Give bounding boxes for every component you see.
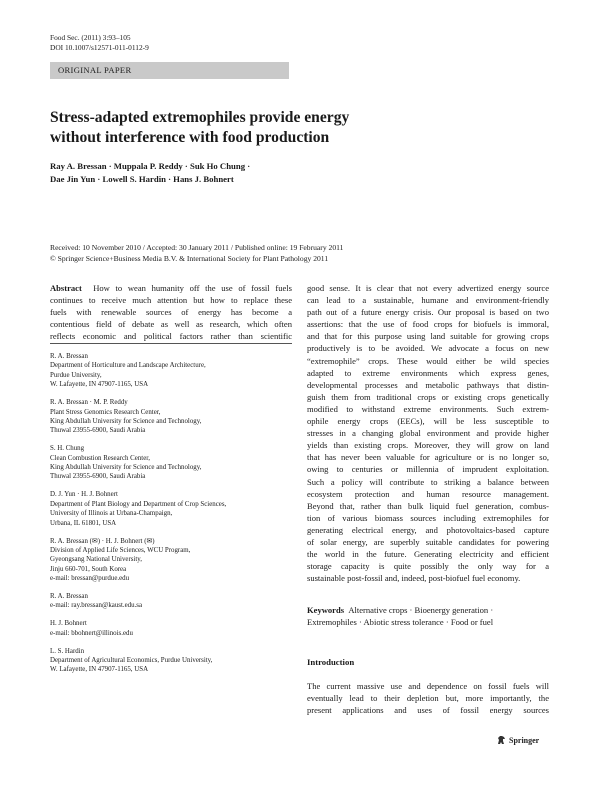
- abstract-line: stresses in a changing global environment and provide higher: [307, 428, 549, 439]
- abstract-line: modified to withstand extreme environments. Such extrem-: [307, 403, 549, 414]
- affiliation-block: R. A. Bressan Department of Horticulture and Landscape Architecture, Purdue University, W. Lafayette, IN 47907-1165, USA: [50, 353, 206, 389]
- affiliation-block: D. J. Yun · H. J. Bohnert Department of Plant Biology and Department of Crop Sciences, University of Illinois at Urbana-Champaign, Urbana, IL 61801, USA: [50, 491, 227, 527]
- section-heading-introduction: Introduction: [307, 657, 355, 667]
- keywords: [307, 604, 549, 628]
- abstract-line: continues to receive much attention but how to replace these: [50, 295, 292, 306]
- affiliation-divider: [50, 343, 292, 344]
- abstract-line: reflects economic and political factors rather than scientific: [50, 331, 292, 342]
- abstract-line: that has never been valuable for agriculture or is no longer so,: [307, 452, 549, 463]
- affiliations: [50, 352, 292, 683]
- affiliation-block: H. J. Bohnert e-mail: bbohnert@illinois.edu: [50, 619, 292, 638]
- abstract-line: fuels with renewable sources of energy has become a: [50, 307, 292, 318]
- abstract-line: and that for this purpose using land suitable for growing crops: [307, 331, 549, 342]
- abstract-label: Abstract: [50, 283, 82, 293]
- abstract-line: tion of various biomass sources including extremophiles for: [307, 512, 549, 523]
- copyright-notice: © Springer Science+Business Media B.V. & International Society for Plant Pathology 2011: [50, 254, 329, 263]
- abstract-line: developmental processes and metabolic pathways that distin-: [307, 379, 549, 390]
- abstract: [50, 282, 292, 342]
- author-line: Dae Jin Yun · Lowell S. Hardin · Hans J. Bohnert: [50, 174, 234, 184]
- abstract-line: adapted to extreme environments which express genes,: [307, 367, 549, 378]
- abstract-line: generating electrical energy, and photovoltaics-based capture: [307, 524, 549, 535]
- abstract-line: ecosystem protection and human resource management.: [307, 488, 549, 499]
- abstract-line: good sense. It is clear that not every advertized energy source: [307, 283, 549, 293]
- title-line: without interference with food production: [50, 129, 330, 146]
- springer-horse-icon: [497, 735, 506, 745]
- abstract-line: owing to centuries or millennia of imprudent exploitation.: [307, 464, 549, 475]
- received-accepted-dates: Received: 10 November 2010 / Accepted: 30 January 2011 / Published online: 19 February 2011: [50, 243, 344, 252]
- abstract-line: path out of a future energy crisis. Our proposal is based on two: [307, 307, 549, 318]
- email-link[interactable]: e-mail: bbohnert@illinois.edu: [50, 629, 133, 637]
- keywords-line: Extremophiles · Abiotic stress tolerance · Food or fuel: [307, 617, 494, 628]
- journal-citation: Food Sec. (2011) 3:93–105: [50, 33, 131, 42]
- abstract-line: assertions: that the use of food crops for biofuels is immoral,: [307, 319, 549, 330]
- abstract-line: yields than existing crops. Moreover, they will grow on land: [307, 440, 549, 451]
- journal-doi: DOI 10.1007/s12571-011-0112-9: [50, 43, 149, 52]
- abstract-line: Beyond that, rather than bulk liquid fuel generation, combus-: [307, 500, 549, 511]
- publisher-name: Springer: [509, 735, 540, 745]
- abstract-line: storage capacity is quite possibly the only way for a: [307, 561, 549, 572]
- abstract-continued: [307, 282, 549, 584]
- affiliation-block: L. S. Hardin Department of Agricultural Economics, Purdue University, W. Lafayette, IN 47907-1165, USA: [50, 647, 213, 674]
- intro-line: The current massive use and dependence on fossil fuels will: [307, 681, 549, 691]
- title-line: Stress-adapted extremophiles provide energy: [50, 109, 350, 126]
- abstract-line: ophile energy crops (EECs), will be less susceptible to: [307, 416, 549, 427]
- abstract-line: the world in the future. Generating electricity and efficient: [307, 549, 549, 560]
- abstract-line: of solar energy, are superbly suitable candidates for powering: [307, 536, 549, 547]
- journal-header: [50, 33, 149, 53]
- abstract-line: sustainable post-fossil and, indeed, post-biofuel fuel economy.: [307, 573, 521, 584]
- email-link[interactable]: e-mail: ray.bressan@kaust.edu.sa: [50, 602, 143, 610]
- abstract-line: productively is to be avoided. We advocate a focus on new: [307, 343, 549, 354]
- affiliation-block: R. A. Bressan e-mail: ray.bressan@kaust.edu.sa: [50, 592, 292, 611]
- introduction-text: [307, 680, 549, 716]
- article-type-banner: ORIGINAL PAPER: [50, 62, 289, 79]
- affiliation-block: S. H. Chung Clean Combustion Research Center, King Abdullah University for Science and Technology, Thuwal 23955-6900, Saudi Arabia: [50, 445, 202, 481]
- author-list: [50, 160, 430, 186]
- publisher-logo: [497, 735, 539, 745]
- abstract-line: contentious field of debate as well as research, which often: [50, 319, 292, 330]
- affiliation-block: R. A. Bressan · M. P. Reddy Plant Stress Genomics Research Center, King Abdullah University for Science and Technology, Thuwal 23955-6900, Saudi Arabia: [50, 399, 202, 435]
- intro-line: eventually lead to their depletion but, more importantly, the: [307, 693, 549, 704]
- email-link[interactable]: e-mail: bressan@purdue.edu: [50, 575, 130, 583]
- paper-title: [50, 108, 430, 148]
- abstract-line: can lead to a sustainable, humane and environment-friendly: [307, 295, 549, 306]
- abstract-line: “extremophile” crops. These would either be wild species: [307, 355, 549, 366]
- keywords-line: Keywords Alternative crops · Bioenergy generation ·: [307, 605, 494, 615]
- abstract-line: Abstract How to wean humanity off the use of fossil fuels: [50, 283, 292, 293]
- publication-dates: [50, 242, 550, 264]
- affiliation-block: R. A. Bressan (✉) · H. J. Bohnert (✉) Division of Applied Life Sciences, WCU Program, Gyeongsang National University, Jinju 660-701, South Korea e-mail: bressan@purdue.edu: [50, 537, 292, 584]
- intro-line: present applications and uses of fossil energy sources: [307, 705, 549, 716]
- abstract-line: guish them from traditional crops or existing crops genetically: [307, 391, 549, 402]
- author-line: Ray A. Bressan · Muppala P. Reddy · Suk Ho Chung ·: [50, 161, 251, 171]
- abstract-line: Such a policy will contribute to striking a balance between: [307, 476, 549, 487]
- keywords-label: Keywords: [307, 605, 345, 615]
